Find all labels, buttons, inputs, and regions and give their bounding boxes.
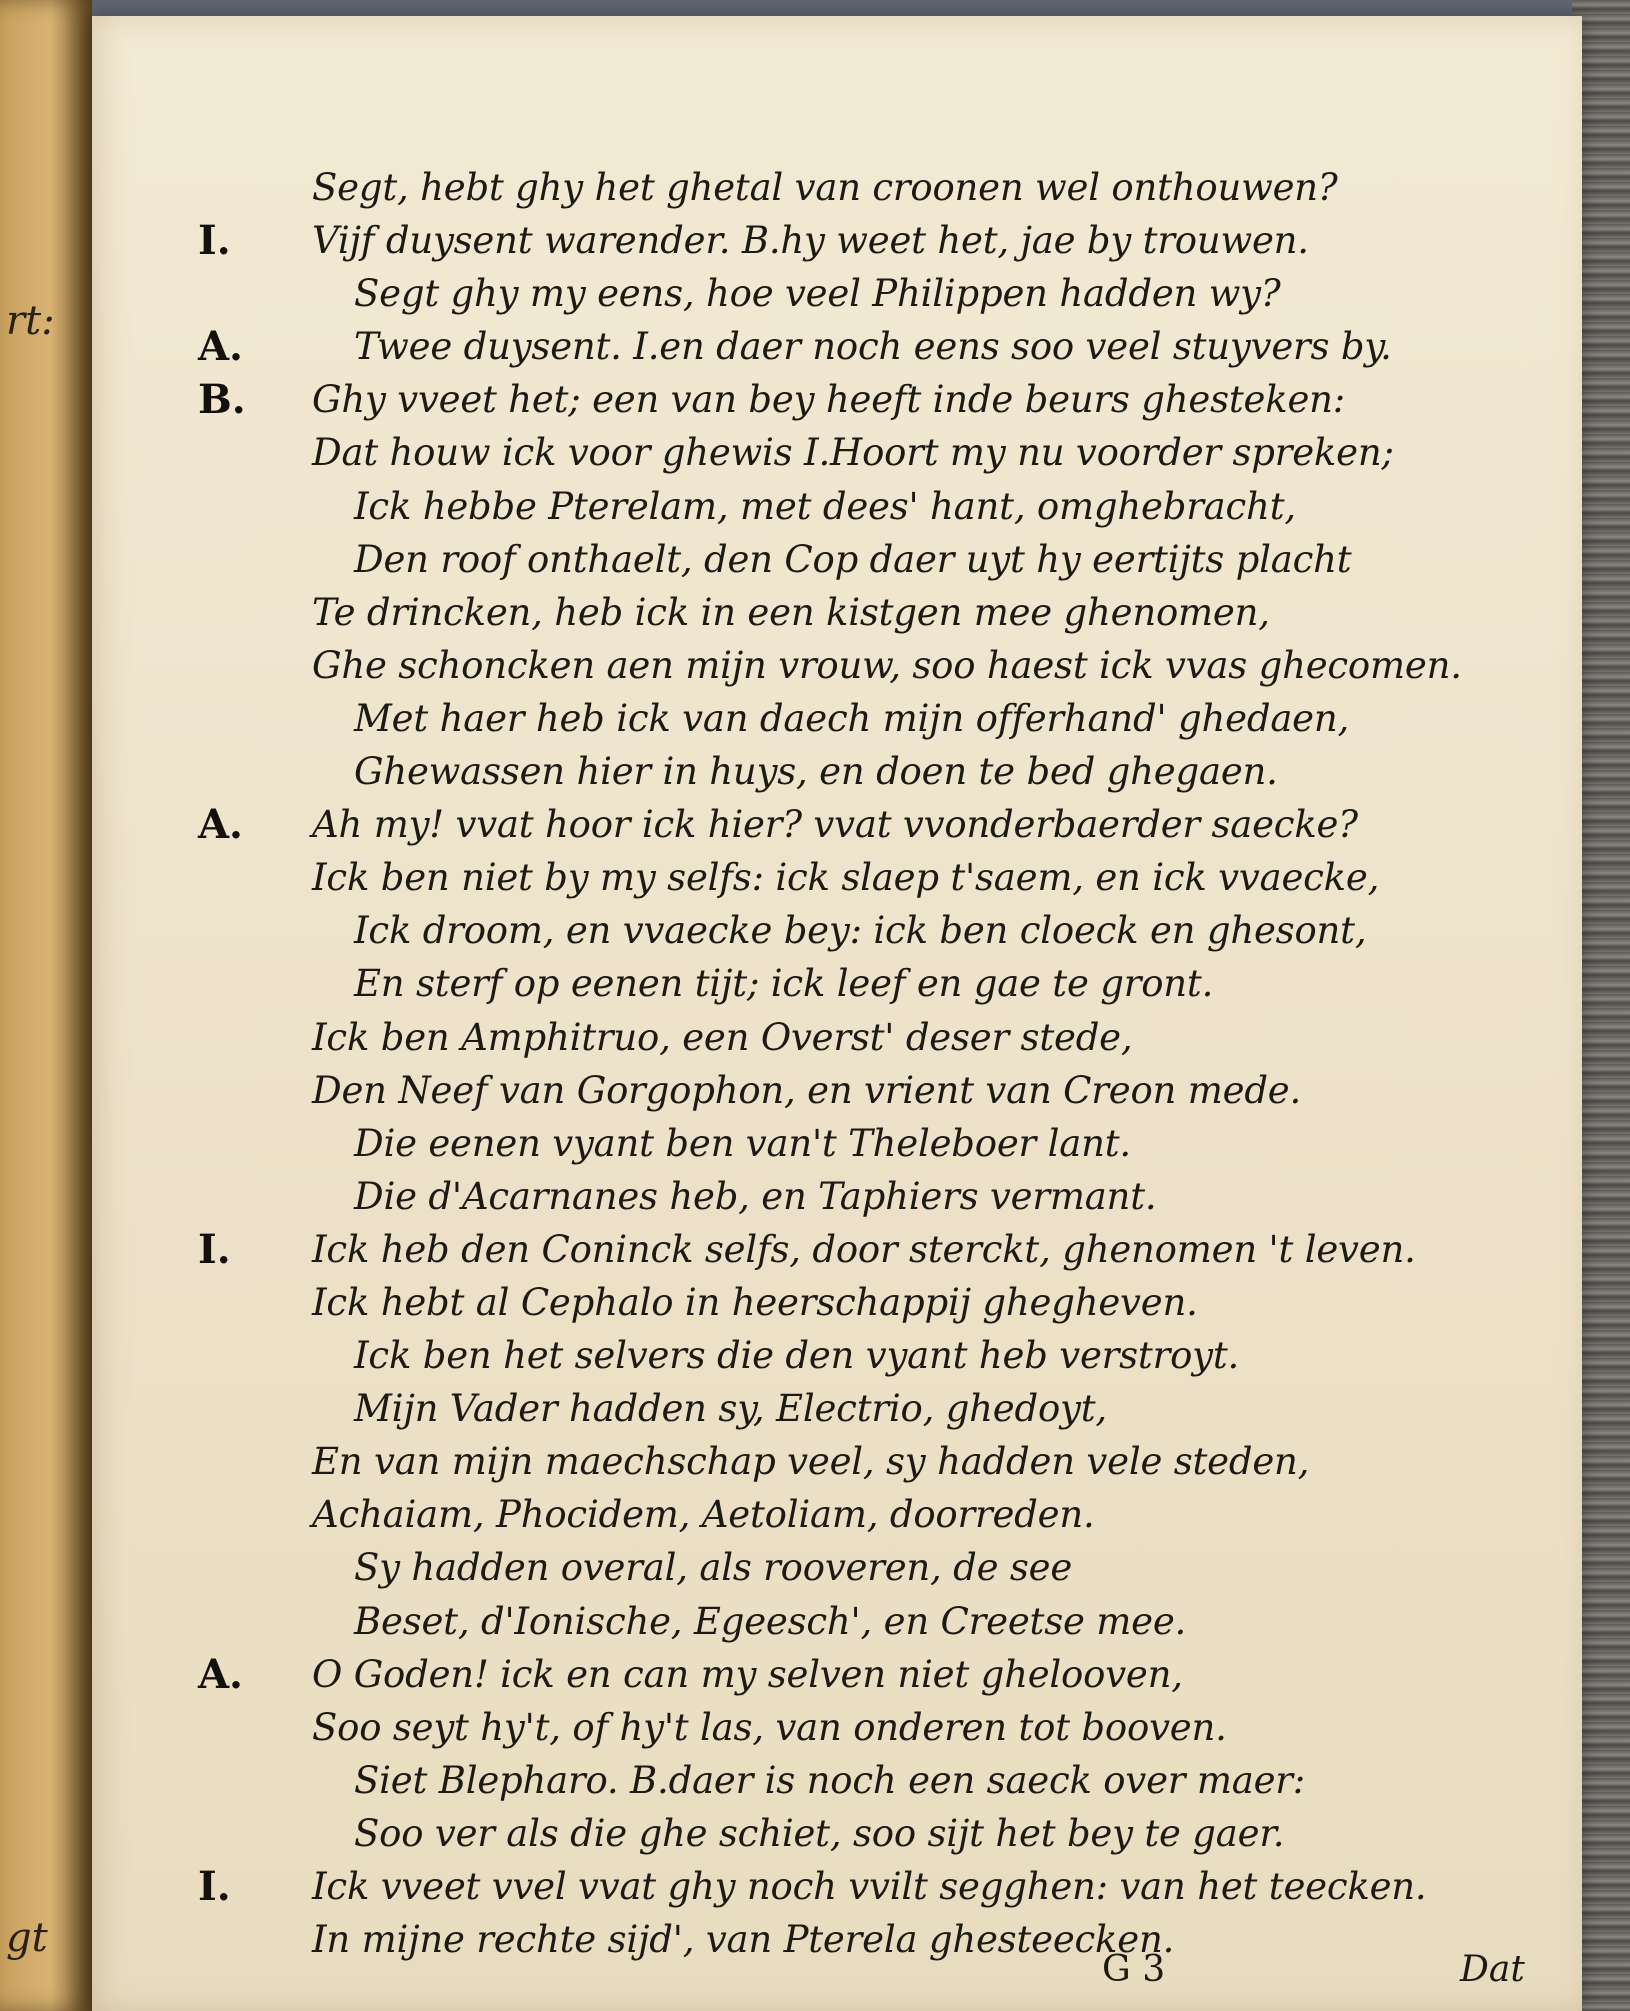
verse-text: Met haer heb ick van daech mijn offerhand' ghedaen, bbox=[354, 696, 1350, 740]
verse-line bbox=[92, 1754, 1582, 1807]
verse-text: Ick hebt al Cephalo in heerschappij ghegheven. bbox=[312, 1280, 1198, 1324]
verse-text: Ghe schoncken aen mijn vrouw, soo haest ick vvas ghecomen. bbox=[312, 643, 1462, 687]
verse-text: Ick ben het selvers die den vyant heb verstroyt. bbox=[354, 1334, 1240, 1378]
verse-line bbox=[92, 1276, 1582, 1329]
verse-text: Te drincken, heb ick in een kistgen mee ghenomen, bbox=[312, 590, 1270, 634]
verse-text: Ah my! vvat hoor ick hier? vvat vvonderbaerder saecke? bbox=[312, 803, 1358, 847]
verse-text: Ick ben niet by my selfs: ick slaep t'saem, en ick vvaecke, bbox=[312, 856, 1380, 900]
speaker-label: I. bbox=[198, 217, 231, 265]
book-page bbox=[92, 16, 1582, 2011]
verse-line bbox=[92, 1223, 1582, 1276]
verse-line bbox=[92, 1913, 1582, 1966]
verse-line bbox=[92, 161, 1582, 214]
verse-text: Dat houw ick voor ghewis I.Hoort my nu voorder spreken; bbox=[312, 431, 1394, 475]
verse-line bbox=[92, 320, 1582, 373]
signature-mark: G 3 bbox=[1102, 1949, 1166, 1990]
verse-line bbox=[92, 1329, 1582, 1382]
verse-line bbox=[92, 1807, 1582, 1860]
verse-line bbox=[92, 373, 1582, 426]
verse-line bbox=[92, 586, 1582, 639]
verse-line bbox=[92, 533, 1582, 586]
speaker-label: A. bbox=[198, 1650, 243, 1698]
verse-line bbox=[92, 1382, 1582, 1435]
verse-text: Vijf duysent warender. B.hy weet het, jae by trouwen. bbox=[312, 219, 1309, 263]
verse-line bbox=[92, 1117, 1582, 1170]
verse-text: Ick heb den Coninck selfs, door sterckt, ghenomen 't leven. bbox=[312, 1227, 1416, 1271]
verse-text-block bbox=[92, 161, 1582, 1966]
verse-line bbox=[92, 267, 1582, 320]
verse-text: Sy hadden overal, als rooveren, de see bbox=[354, 1546, 1073, 1590]
verse-text: En van mijn maechschap veel, sy hadden vele steden, bbox=[312, 1440, 1310, 1484]
verse-line bbox=[92, 1435, 1582, 1488]
verse-text: Achaiam, Phocidem, Aetoliam, doorreden. bbox=[312, 1493, 1095, 1537]
verse-text: Den Neef van Gorgophon, en vrient van Creon mede. bbox=[312, 1068, 1302, 1112]
verse-text: Soo seyt hy't, of hy't las, van onderen tot booven. bbox=[312, 1705, 1227, 1749]
facing-page-edge bbox=[0, 0, 92, 2011]
verse-text: Ghewassen hier in huys, en doen te bed ghegaen. bbox=[354, 750, 1278, 794]
verse-line bbox=[92, 798, 1582, 851]
verse-line bbox=[92, 1860, 1582, 1913]
verse-text: Die eenen vyant ben van't Theleboer lant. bbox=[354, 1121, 1131, 1165]
verse-text: Ghy vveet het; een van bey heeft inde beurs ghesteken: bbox=[312, 378, 1346, 422]
verse-line bbox=[92, 1064, 1582, 1117]
verse-text: Den roof onthaelt, den Cop daer uyt hy eertijts placht bbox=[354, 537, 1352, 581]
verse-text: Segt ghy my eens, hoe veel Philippen hadden wy? bbox=[354, 272, 1281, 316]
verse-text: Beset, d'Ionische, Egeesch', en Creetse mee. bbox=[354, 1599, 1187, 1643]
speaker-label: I. bbox=[198, 1225, 231, 1273]
speaker-label: I. bbox=[198, 1863, 231, 1910]
verse-text: Ick ben Amphitruo, een Overst' deser stede, bbox=[312, 1015, 1133, 1059]
verse-line bbox=[92, 1648, 1582, 1701]
verse-line bbox=[92, 745, 1582, 798]
verse-text: Twee duysent. I.en daer noch eens soo veel stuyvers by. bbox=[354, 325, 1392, 369]
verse-line bbox=[92, 1701, 1582, 1754]
verse-text: En sterf op eenen tijt; ick leef en gae te gront. bbox=[354, 962, 1214, 1006]
verse-line bbox=[92, 1488, 1582, 1541]
facing-page-mark-bottom: gt bbox=[6, 1915, 48, 1961]
verse-text: Ick droom, en vvaecke bey: ick ben cloeck en ghesont, bbox=[354, 909, 1367, 953]
verse-text: In mijne rechte sijd', van Pterela ghesteecken. bbox=[312, 1918, 1175, 1962]
verse-text: Mijn Vader hadden sy, Electrio, ghedoyt, bbox=[354, 1387, 1107, 1431]
verse-line bbox=[92, 851, 1582, 904]
verse-line bbox=[92, 639, 1582, 692]
speaker-label: A. bbox=[198, 801, 243, 849]
facing-page-mark-top: rt: bbox=[6, 298, 55, 344]
verse-line bbox=[92, 1170, 1582, 1223]
verse-line bbox=[92, 214, 1582, 267]
verse-line bbox=[92, 1011, 1582, 1064]
verse-text: Segt, hebt ghy het ghetal van croonen wel onthouwen? bbox=[312, 166, 1338, 209]
catchword: Dat bbox=[1460, 1949, 1525, 1990]
verse-text: Siet Blepharo. B.daer is noch een saeck over maer: bbox=[354, 1758, 1306, 1802]
verse-line bbox=[92, 426, 1582, 479]
verse-text: O Goden! ick en can my selven niet ghelooven, bbox=[312, 1652, 1183, 1696]
speaker-label: B. bbox=[198, 376, 246, 424]
verse-line bbox=[92, 1595, 1582, 1648]
verse-line bbox=[92, 957, 1582, 1010]
verse-line bbox=[92, 1541, 1582, 1594]
verse-text: Ick vveet vvel vvat ghy noch vvilt segghen: van het teecken. bbox=[312, 1865, 1427, 1908]
verse-text: Die d'Acarnanes heb, en Taphiers vermant. bbox=[354, 1174, 1157, 1218]
verse-text: Ick hebbe Pterelam, met dees' hant, omghebracht, bbox=[354, 484, 1296, 528]
verse-line bbox=[92, 692, 1582, 745]
verse-line bbox=[92, 480, 1582, 533]
verse-text: Soo ver als die ghe schiet, soo sijt het bey te gaer. bbox=[354, 1811, 1285, 1855]
verse-line bbox=[92, 904, 1582, 957]
speaker-label: A. bbox=[198, 323, 243, 371]
